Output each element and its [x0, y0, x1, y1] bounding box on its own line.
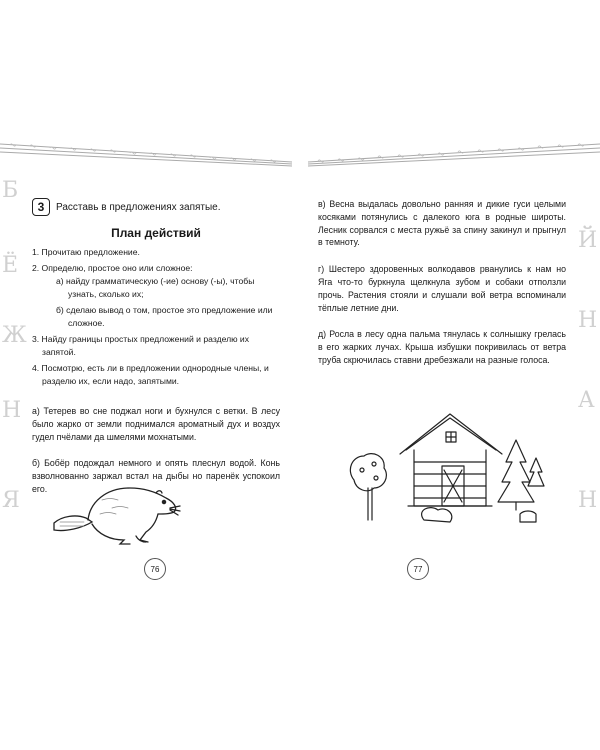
right-page	[318, 198, 566, 381]
task-header	[32, 198, 280, 216]
plan-steps	[32, 246, 280, 388]
plan-step: 3. Найду границы простых предложений и разделю их запятой.	[32, 334, 250, 357]
edge-letter: Н	[578, 488, 598, 513]
edge-letter: Н	[578, 308, 598, 333]
plan-substep: б) сделаю вывод о том, простое это предложение или сложное.	[56, 305, 273, 328]
edge-letter: Ё	[2, 253, 19, 278]
plan-substeps	[42, 275, 280, 330]
left-page	[32, 198, 280, 510]
sentence-d: д) Росла в лесу одна пальма тянулась к солнышку грелась в его жарких лучах. Крыша избушки покривилась от ветра труба скрючилась ставни дребезжали на разные голоса.	[318, 329, 566, 365]
edge-letter: Н	[2, 398, 22, 423]
edge-letter: Ж	[2, 323, 27, 348]
sentence-a: а) Тетерев во сне поджал ноги и бухнулся с ветки. В лесу было жарко от земли поднимался ароматный дух и воздух гудел пчёлами да шмелями мохнатыми.	[32, 406, 280, 442]
edge-letter: Я	[2, 488, 20, 513]
plan-step	[32, 262, 280, 330]
sentence-g: г) Шестеро здоровенных волкодавов рванулись к нам но Яга что-то буркнула щелкнула зубом и собаки отползли прочь. Растения стояли и слушали вой ветра вспоминали тёплые летние дни.	[318, 264, 566, 313]
page-number-right: 77	[407, 558, 429, 580]
plan-step: 4. Посмотрю, есть ли в предложении однородные члены, и разделю их, если надо, запятыми.	[32, 363, 269, 386]
task-instruction: Расставь в предложениях запятые.	[56, 201, 221, 213]
left-edge-decoration	[0, 160, 27, 580]
plan-title: План действий	[111, 226, 201, 240]
sentence-v: в) Весна выдалась довольно ранняя и дикие гуси целыми косяками потянулись с далекого юга в родные широты. Лесник сорвался с места ружьё за спину закинул и прыгнул в темноту.	[318, 199, 566, 248]
sentence-b: б) Бобёр подождал немного и опять плеснул водой. Конь взволнованно заржал встал на дыбы но паренёк успокоил его.	[32, 458, 280, 494]
plan-step: 1. Прочитаю предложение.	[32, 247, 140, 257]
right-edge-decoration	[576, 160, 600, 580]
plan-step-text: 2. Определю, простое оно или сложное:	[32, 263, 193, 273]
page-number-left: 76	[144, 558, 166, 580]
beaver-illustration	[52, 478, 182, 548]
top-border-left	[0, 140, 292, 170]
top-border-right	[308, 140, 600, 170]
edge-letter: А	[578, 388, 595, 413]
task-number-badge: 3	[32, 198, 50, 216]
edge-letter: Й	[578, 228, 598, 253]
hut-illustration	[346, 410, 546, 530]
book-spread	[0, 140, 600, 580]
plan-substep: а) найду грамматическую (-ие) основу (-ы), чтобы узнать, сколько их;	[56, 276, 255, 299]
edge-letter: Б	[2, 178, 19, 203]
